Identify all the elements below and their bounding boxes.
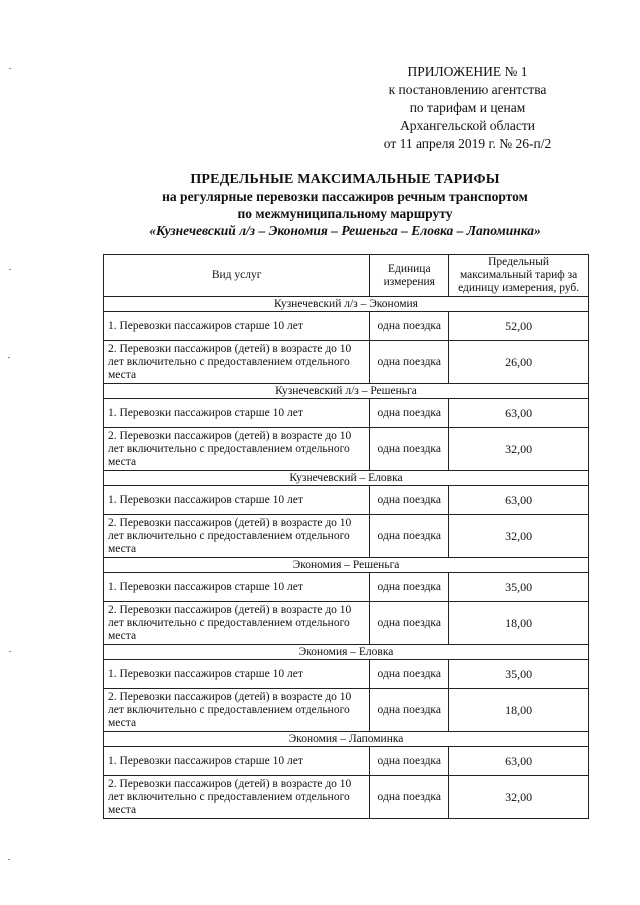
route-row (104, 471, 589, 486)
route-name: Кузнечевский – Еловка (104, 471, 589, 486)
route-row (104, 297, 589, 312)
route-name: Кузнечевский л/з – Экономия (104, 297, 589, 312)
price-cell: 63,00 (449, 486, 589, 515)
title-heading: ПРЕДЕЛЬНЫЕ МАКСИМАЛЬНЫЕ ТАРИФЫ (190, 172, 500, 187)
unit-cell: одна поездка (370, 515, 449, 558)
service-cell: 1. Перевозки пассажиров старше 10 лет (104, 486, 370, 515)
route-row (104, 384, 589, 399)
appendix-line: к постановлению агентства (388, 82, 547, 97)
service-cell: 1. Перевозки пассажиров старше 10 лет (104, 660, 370, 689)
table-row (104, 747, 589, 776)
service-cell: 1. Перевозки пассажиров старше 10 лет (104, 573, 370, 602)
route-row (104, 732, 589, 747)
service-cell: 2. Перевозки пассажиров (детей) в возрасте до 10 лет включительно с предоставлением отдельного места (104, 689, 370, 732)
table-row (104, 515, 589, 558)
price-cell: 32,00 (449, 515, 589, 558)
price-cell: 35,00 (449, 573, 589, 602)
unit-cell: одна поездка (370, 486, 449, 515)
unit-cell: одна поездка (370, 312, 449, 341)
price-cell: 32,00 (449, 428, 589, 471)
scan-speck (9, 651, 11, 652)
service-cell: 2. Перевозки пассажиров (детей) в возрасте до 10 лет включительно с предоставлением отдельного места (104, 341, 370, 384)
scan-speck (8, 357, 10, 358)
table-row (104, 341, 589, 384)
appendix-line: Архангельской области (400, 118, 535, 133)
table-row (104, 486, 589, 515)
document-title (100, 171, 590, 239)
table-header-row (104, 255, 589, 297)
unit-cell: одна поездка (370, 602, 449, 645)
scan-speck (9, 269, 11, 270)
route-name: Экономия – Решеньга (104, 558, 589, 573)
header-service: Вид услуг (104, 255, 370, 297)
price-cell: 35,00 (449, 660, 589, 689)
appendix-line: по тарифам и ценам (409, 100, 526, 115)
unit-cell: одна поездка (370, 660, 449, 689)
unit-cell: одна поездка (370, 689, 449, 732)
appendix-block (355, 63, 580, 153)
service-cell: 2. Перевозки пассажиров (детей) в возрасте до 10 лет включительно с предоставлением отдельного места (104, 602, 370, 645)
route-row (104, 645, 589, 660)
unit-cell: одна поездка (370, 747, 449, 776)
table-row (104, 399, 589, 428)
price-cell: 26,00 (449, 341, 589, 384)
price-cell: 18,00 (449, 602, 589, 645)
header-tariff: Предельный максимальный тариф за единицу измерения, руб. (449, 255, 589, 297)
scan-speck (8, 859, 10, 860)
appendix-title: ПРИЛОЖЕНИЕ № 1 (407, 64, 528, 79)
price-cell: 63,00 (449, 399, 589, 428)
unit-cell: одна поездка (370, 341, 449, 384)
title-subheading: на регулярные перевозки пассажиров речным транспортом (162, 189, 528, 204)
title-subheading: по межмуниципальному маршруту (237, 206, 453, 221)
service-cell: 2. Перевозки пассажиров (детей) в возрасте до 10 лет включительно с предоставлением отдельного места (104, 515, 370, 558)
price-cell: 52,00 (449, 312, 589, 341)
scan-speck (9, 68, 11, 69)
service-cell: 1. Перевозки пассажиров старше 10 лет (104, 312, 370, 341)
table-body (104, 297, 589, 819)
table-row (104, 573, 589, 602)
unit-cell: одна поездка (370, 573, 449, 602)
price-cell: 63,00 (449, 747, 589, 776)
unit-cell: одна поездка (370, 428, 449, 471)
table-row (104, 660, 589, 689)
route-name: Кузнечевский л/з – Решеньга (104, 384, 589, 399)
service-cell: 1. Перевозки пассажиров старше 10 лет (104, 399, 370, 428)
unit-cell: одна поездка (370, 399, 449, 428)
route-name: Экономия – Еловка (104, 645, 589, 660)
header-unit: Единица измерения (370, 255, 449, 297)
service-cell: 1. Перевозки пассажиров старше 10 лет (104, 747, 370, 776)
service-cell: 2. Перевозки пассажиров (детей) в возрасте до 10 лет включительно с предоставлением отдельного места (104, 776, 370, 819)
table-row (104, 312, 589, 341)
title-route: «Кузнечевский л/з – Экономия – Решеньга – Еловка – Лапоминка» (149, 223, 541, 238)
service-cell: 2. Перевозки пассажиров (детей) в возрасте до 10 лет включительно с предоставлением отдельного места (104, 428, 370, 471)
tariff-table (103, 254, 589, 819)
price-cell: 18,00 (449, 689, 589, 732)
table-row (104, 428, 589, 471)
table-row (104, 602, 589, 645)
route-row (104, 558, 589, 573)
route-name: Экономия – Лапоминка (104, 732, 589, 747)
table-row (104, 689, 589, 732)
unit-cell: одна поездка (370, 776, 449, 819)
price-cell: 32,00 (449, 776, 589, 819)
appendix-date: от 11 апреля 2019 г. № 26-п/2 (383, 136, 552, 151)
table-row (104, 776, 589, 819)
